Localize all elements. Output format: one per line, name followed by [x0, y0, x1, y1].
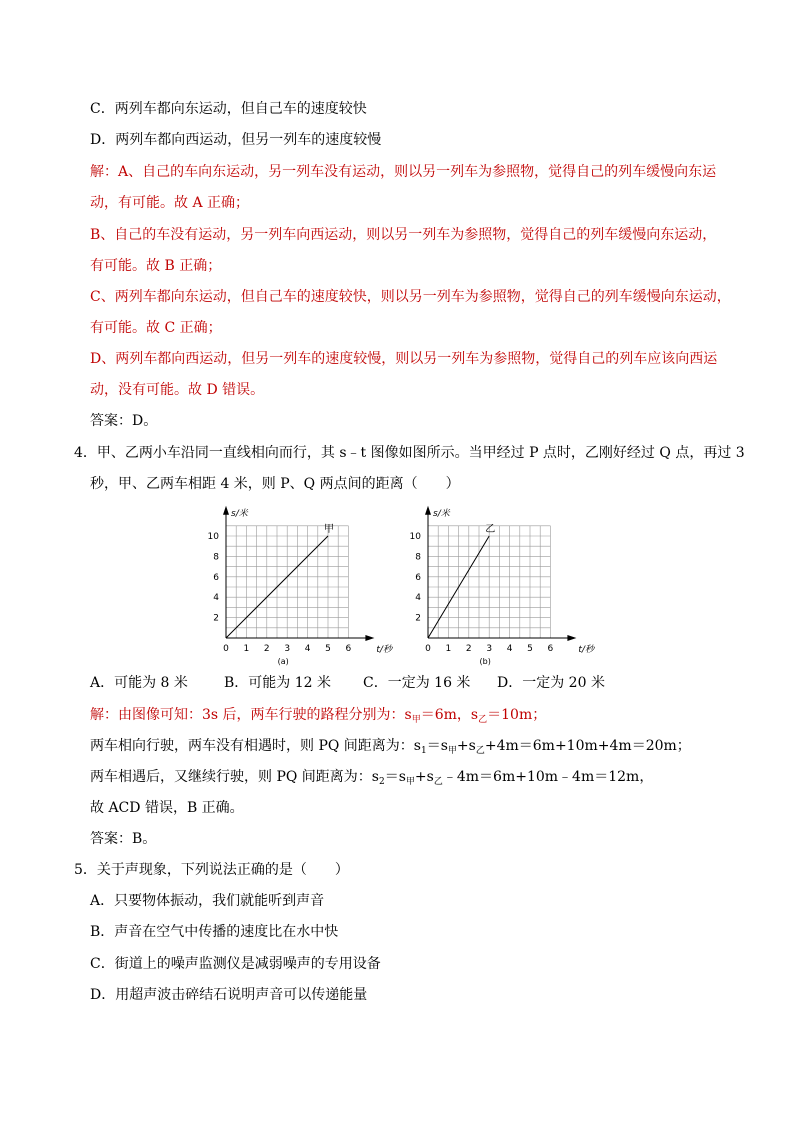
x-axis-arrow-icon	[567, 635, 576, 641]
q5-option-a: A．只要物体振动，我们就能听到声音	[90, 893, 325, 909]
y-tick-label: 10	[409, 532, 421, 542]
x-tick-label: 6	[547, 644, 554, 654]
q5-option-d: D．用超声波击碎结石说明声音可以传递能量	[90, 987, 368, 1003]
q4-option-c: C．一定为 16 米	[363, 675, 471, 691]
x-tick-label: 1	[445, 644, 452, 654]
y-tick-label: 4	[415, 593, 421, 604]
q4-answer: 答案：B。	[90, 831, 157, 847]
x-axis-arrow-icon	[365, 635, 374, 641]
q5-option-c: C．街道上的噪声监测仪是减弱噪声的专用设备	[90, 956, 381, 972]
q3-answer: 答案：D。	[90, 413, 158, 429]
graph-caption: (b)	[479, 657, 491, 666]
x-tick-label: 4	[506, 644, 513, 654]
q3-solution-line-8: 动，没有可能。故 D 错误。	[90, 382, 265, 398]
y-tick-label: 4	[213, 593, 219, 604]
x-tick-label: 0	[425, 644, 431, 654]
x-tick-label: 5	[325, 644, 331, 654]
x-tick-label: 2	[465, 644, 472, 654]
x-tick-label: 2	[263, 644, 270, 654]
q4-solution-line-2: 两车相向行驶，两车没有相遇时，则 PQ 间距离为：$s_1=s_甲+s_乙+4m=6m+10m+4m=20m$；	[90, 738, 691, 756]
series-label: 乙	[485, 524, 496, 535]
x-tick-label: 4	[304, 644, 311, 654]
y-tick-label: 6	[415, 572, 421, 583]
y-tick-label: 2	[415, 613, 421, 624]
x-axis-label: t/秒	[376, 645, 392, 655]
y-axis-label: s/米	[433, 508, 450, 519]
q3-solution-line-4: 有可能。故 B 正确；	[90, 258, 222, 274]
x-tick-label: 1	[243, 644, 250, 654]
q4-solution-line-1: 解：由图像可知：3s 后，两车行驶的路程分别为：$s_甲=6m$，$s_乙=10m$；	[90, 707, 547, 725]
q3-solution-line-3: B、自己的车没有运动，另一列车向西运动，则以另一列车为参照物，觉得自己的列车缓慢向东运动，	[90, 227, 717, 243]
q3-option-c: C．两列车都向东运动，但自己车的速度较快	[90, 101, 367, 117]
x-tick-label: 3	[486, 644, 493, 654]
q3-option-d: D．两列车都向西运动，但另一列车的速度较慢	[90, 132, 382, 148]
q4-solution-line-3: 两车相遇后，又继续行驶，则 PQ 间距离为：$s_2=s_甲+s_乙﹣4m=6m+10m﹣4m=12m$，	[90, 769, 654, 787]
y-axis-label: s/米	[231, 508, 248, 519]
q4-option-d: D．一定为 20 米	[497, 675, 605, 691]
q3-solution-line-1: 解：A、自己的车向东运动，另一列车没有运动，则以另一列车为参照物，觉得自己的列车缓慢向东运	[90, 164, 717, 180]
q3-solution-line-2: 动，有可能。故 A 正确；	[90, 195, 250, 211]
q3-solution-line-5: C、两列车都向东运动，但自己车的速度较快，则以另一列车为参照物，觉得自己的列车缓慢向东运动，	[90, 289, 731, 305]
st-graph-b	[392, 496, 592, 670]
y-tick-label: 8	[415, 552, 421, 563]
x-tick-label: 5	[527, 644, 533, 654]
x-tick-label: 3	[284, 644, 291, 654]
y-tick-label: 2	[213, 613, 219, 624]
q4-solution-line-4: 故 ACD 错误，B 正确。	[90, 800, 244, 816]
y-axis-arrow-icon	[223, 506, 229, 515]
q3-solution-line-7: D、两列车都向西运动，但另一列车的速度较慢，则以另一列车为参照物，觉得自己的列车应该向西运	[90, 351, 718, 367]
q4-option-a: A．可能为 8 米	[90, 675, 188, 691]
graph-caption: (a)	[277, 657, 289, 666]
q5-option-b: B．声音在空气中传播的速度比在水中快	[90, 924, 339, 940]
y-tick-label: 6	[213, 572, 219, 583]
q3-solution-line-6: 有可能。故 C 正确；	[90, 320, 222, 336]
q4-stem-line-2: 秒，甲、乙两车相距 4 米，则 P、Q 两点间的距离（ ）	[90, 476, 460, 492]
y-tick-label: 8	[213, 552, 219, 563]
y-axis-arrow-icon	[425, 506, 431, 515]
y-tick-label: 10	[207, 532, 219, 542]
x-axis-label: t/秒	[578, 645, 594, 655]
x-tick-label: 6	[345, 644, 352, 654]
x-tick-label: 0	[223, 644, 229, 654]
q4-stem-line-1: 4．甲、乙两小车沿同一直线相向而行，其 s﹣t 图像如图所示。当甲经过 P 点时，乙刚好经过 Q 点，再过 3	[74, 445, 745, 461]
q4-option-b: B．可能为 12 米	[224, 675, 332, 691]
series-label: 甲	[324, 524, 334, 535]
st-graph-a	[190, 496, 390, 670]
q5-stem: 5．关于声现象，下列说法正确的是（ ）	[74, 862, 349, 878]
